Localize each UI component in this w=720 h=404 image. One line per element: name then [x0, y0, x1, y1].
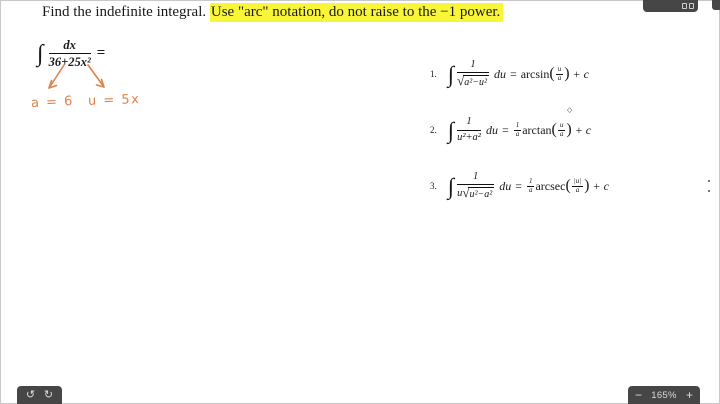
fraction-denominator [457, 185, 494, 201]
formula-fraction [457, 59, 489, 89]
du-term: du [485, 122, 498, 137]
scroll-indicator [708, 180, 711, 192]
arg-numerator: u [557, 64, 562, 73]
radicand: u²−a² [469, 188, 493, 200]
arg-denominator: a [559, 129, 564, 138]
coeff-numerator: 1 [528, 176, 533, 185]
fraction-numerator: 1 [457, 171, 494, 185]
ink-u-substitution: u = 5x [87, 92, 141, 109]
function-name: arcsin [520, 66, 550, 81]
arg-denominator: a [575, 185, 580, 194]
problem-numerator: dx [49, 38, 91, 54]
plus-c: + c [574, 122, 592, 137]
plus-c: + c [572, 66, 589, 81]
integral-sign: ∫ [447, 117, 455, 143]
sqrt-sign: √ [462, 185, 470, 201]
equals-sign: = [515, 178, 522, 193]
fraction-numerator: 1 [457, 116, 481, 130]
coeff-denominator: a [515, 129, 520, 138]
formula-number: 3. [430, 181, 437, 191]
close-paren: ) [584, 177, 590, 194]
function-name: arctan [522, 122, 552, 137]
coeff-denominator: a [528, 185, 533, 194]
formula-fraction [457, 116, 481, 143]
equals-sign: = [509, 66, 517, 81]
sqrt-sign: √ [457, 73, 465, 89]
formula-arcsec [430, 166, 609, 206]
arg-numerator: u [559, 120, 564, 129]
zoom-in-button[interactable]: + [685, 388, 693, 402]
diamond-cursor: ◇ [567, 106, 573, 114]
arg-denominator: a [557, 73, 562, 82]
equals-sign: = [96, 45, 106, 62]
open-paren: ( [565, 177, 571, 194]
integral-sign: ∫ [447, 173, 455, 199]
du-term: du [493, 66, 506, 81]
fraction-denominator: u²+a² [457, 131, 481, 143]
open-paren: ( [551, 121, 557, 138]
instruction-text [42, 4, 503, 21]
du-term: du [499, 178, 512, 193]
close-paren: ) [566, 121, 572, 138]
problem-denominator: 36+25x² [48, 55, 91, 70]
coefficient-fraction [527, 178, 535, 194]
plus-c: + c [592, 178, 609, 193]
coeff-numerator: 1 [515, 120, 520, 129]
close-paren: ) [564, 65, 570, 82]
right-arrow [88, 65, 104, 87]
instruction-highlighted: Use "arc" notation, do not raise to the −1 power. [210, 3, 503, 22]
formula-fraction [457, 171, 494, 201]
undo-redo-toolbar [17, 386, 62, 404]
argument-fraction [556, 66, 564, 82]
equals-sign: = [501, 122, 509, 137]
argument-fraction [558, 122, 566, 138]
function-name: arcsec [535, 178, 566, 193]
top-toolbar-fragment-right[interactable] [712, 0, 720, 10]
instruction-plain: Find the indefinite integral. [42, 4, 210, 20]
den-prefix: u [457, 187, 463, 199]
ink-arrows [40, 63, 118, 93]
integral-sign: ∫ [447, 61, 455, 87]
undo-icon[interactable]: ↺ [25, 388, 36, 401]
coefficient-fraction [514, 122, 522, 138]
formula-number: 2. [430, 125, 437, 135]
argument-fraction [572, 178, 583, 194]
formula-arctan [430, 111, 591, 149]
open-paren: ( [549, 65, 555, 82]
zoom-toolbar [628, 386, 700, 404]
zoom-level: 165% [651, 389, 677, 401]
redo-icon[interactable]: ↻ [43, 388, 54, 401]
formula-number: 1. [430, 69, 437, 79]
arg-numerator: |u| [573, 176, 582, 185]
formula-arcsin [430, 55, 589, 93]
top-toolbar-fragment[interactable] [643, 0, 698, 12]
fraction-denominator [457, 73, 489, 89]
ink-a-substitution: a = 6 [30, 93, 75, 112]
grid-view-icon[interactable] [682, 3, 694, 9]
zoom-out-button[interactable]: − [635, 388, 643, 402]
fraction-numerator: 1 [457, 59, 489, 73]
left-arrow [49, 65, 64, 88]
radicand: a²−u² [464, 76, 487, 88]
integral-sign: ∫ [37, 40, 44, 67]
